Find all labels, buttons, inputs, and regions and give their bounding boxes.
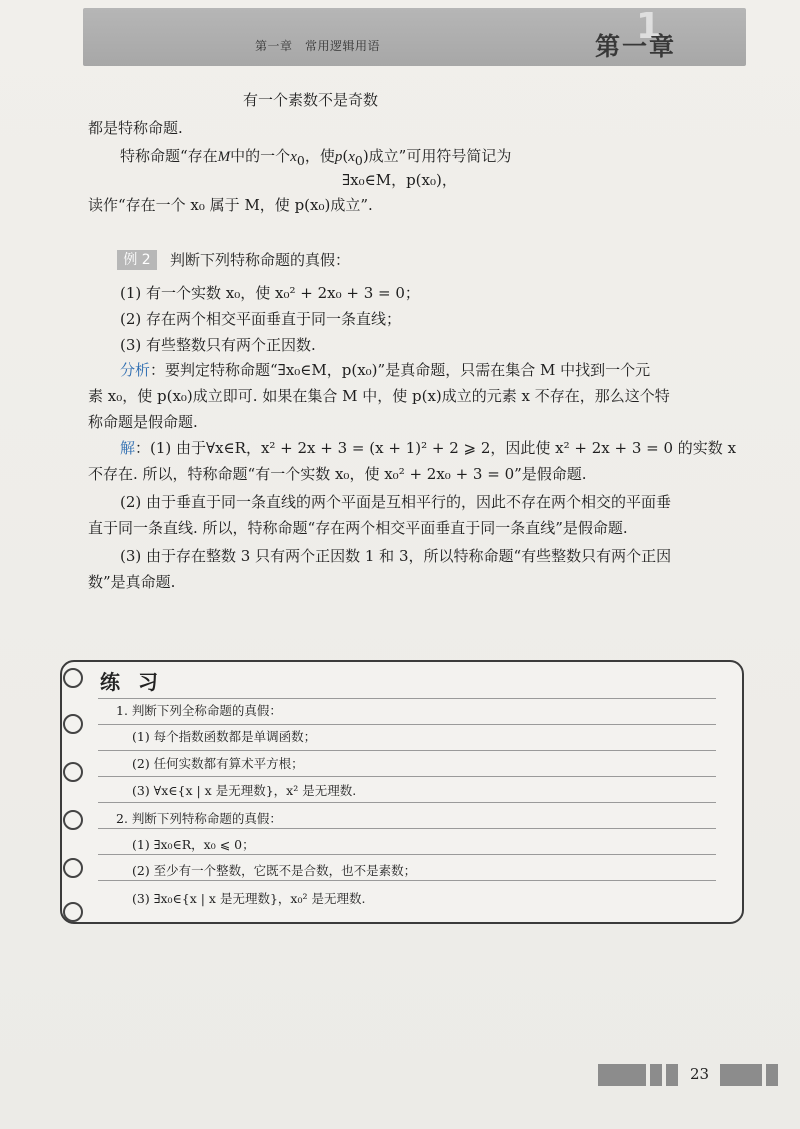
exercise-rule [98, 776, 716, 777]
solution-line-5: (3) 由于存在整数 3 只有两个正因数 1 和 3，所以特称命题“有些整数只有两个正因 [120, 547, 672, 565]
analysis-label: 分析 [120, 361, 151, 379]
exercise-line-1: 1. 判断下列全称命题的真假： [116, 703, 282, 718]
binder-ring [63, 902, 83, 922]
exercise-rule [98, 802, 716, 803]
chapter-badge [595, 27, 715, 61]
intro-line-5: 读作“存在一个 x₀ 属于 M，使 p(x₀)成立”. [88, 196, 373, 214]
exercise-line-2: (1) 每个指数函数都是单调函数； [132, 729, 317, 744]
chapter-badge-mid: 一 [622, 32, 650, 61]
intro-var-x: x [290, 149, 297, 165]
exercise-line-3: (2) 任何实数都有算术平方根； [132, 756, 304, 771]
solution-label: 解 [120, 439, 136, 457]
intro-text-e: )成立”可用符号简记为 [362, 147, 512, 165]
exercise-rule [98, 750, 716, 751]
exercise-title: 练习 [100, 670, 176, 694]
example-2-item-2: (2) 存在两个相交平面垂直于同一条直线； [120, 310, 402, 328]
page-number: 23 [690, 1065, 710, 1083]
binder-ring [63, 762, 83, 782]
intro-formula: ∃x₀∈M，p(x₀)， [342, 171, 457, 189]
binder-ring [63, 668, 83, 688]
solution-line-2: 不存在. 所以，特称命题“有一个实数 x₀，使 x₀² + 2x₀ + 3 = 0”是假命题. [88, 465, 587, 483]
footer-block [598, 1064, 646, 1086]
analysis-text-1: ：要判定特称命题“∃x₀∈M，p(x₀)”是真命题，只需在集合 M 中找到一个元 [150, 361, 651, 379]
intro-text-b: 中的一个 [230, 147, 291, 165]
exercise-rule [98, 724, 716, 725]
intro-text-d: ( [342, 147, 349, 165]
exercise-line-8: (3) ∃x₀∈{x | x 是无理数}，x₀² 是无理数. [132, 891, 366, 906]
intro-var-p: p [334, 149, 343, 165]
binder-ring [63, 810, 83, 830]
intro-sub-0: 0 [296, 153, 305, 168]
exercise-line-6: (1) ∃x₀∈R，x₀ ⩽ 0； [132, 837, 255, 852]
binder-ring [63, 858, 83, 878]
intro-text-c: ，使 [304, 147, 335, 165]
binder-ring [63, 714, 83, 734]
solution-text-1: ：(1) 由于∀x∈R，x² + 2x + 3 = (x + 1)² + 2 ⩾ 2，因此使 x² + 2x + 3 = 0 的实数 x [135, 439, 737, 457]
intro-text-a: 特称命题“存在 [120, 147, 218, 165]
exercise-rule [98, 698, 716, 699]
solution-line-4: 直于同一条直线. 所以，特称命题“存在两个相交平面垂直于同一条直线”是假命题. [88, 519, 628, 537]
analysis-line-3: 称命题是假命题. [88, 413, 198, 431]
analysis-line-2: 素 x₀，使 p(x₀)成立即可. 如果在集合 M 中，使 p(x)成立的元素 x 不存在，那么这个特 [88, 387, 670, 405]
intro-sub-0b: 0 [354, 153, 363, 168]
exercise-line-4: (3) ∀x∈{x | x 是无理数}，x² 是无理数. [132, 783, 357, 798]
intro-line-1: 有一个素数不是奇数 [243, 91, 379, 109]
solution-line-3: (2) 由于垂直于同一条直线的两个平面是互相平行的，因此不存在两个相交的平面垂 [120, 493, 672, 511]
exercise-line-7: (2) 至少有一个整数，它既不是合数，也不是素数； [132, 863, 417, 878]
example-2-item-3: (3) 有些整数只有两个正因数. [120, 336, 316, 354]
analysis-line-1 [120, 360, 650, 380]
chapter-running-title: 第一章 常用逻辑用语 [255, 39, 381, 53]
footer-block [666, 1064, 678, 1086]
intro-line-2: 都是特称命题. [88, 119, 183, 137]
chapter-badge-post: 章 [649, 32, 677, 61]
intro-line-3 [120, 146, 511, 171]
example-2-tag: 例 2 [117, 250, 157, 270]
chapter-badge-number: 1 [636, 6, 662, 47]
footer-block [720, 1064, 762, 1086]
example-2-title: 判断下列特称命题的真假： [170, 251, 351, 269]
footer-block [766, 1064, 778, 1086]
exercise-rule [98, 854, 716, 855]
chapter-badge-pre: 第 [595, 32, 623, 61]
footer-block [650, 1064, 662, 1086]
exercise-rule [98, 880, 716, 881]
exercise-rule [98, 828, 716, 829]
solution-line-1 [120, 438, 736, 458]
exercise-line-5: 2. 判断下列特称命题的真假： [116, 811, 282, 826]
example-2-item-1: (1) 有一个实数 x₀，使 x₀² + 2x₀ + 3 = 0； [120, 284, 420, 302]
solution-line-6: 数”是真命题. [88, 573, 176, 591]
intro-var-x2: x [348, 149, 355, 165]
intro-var-M: M [217, 149, 231, 165]
